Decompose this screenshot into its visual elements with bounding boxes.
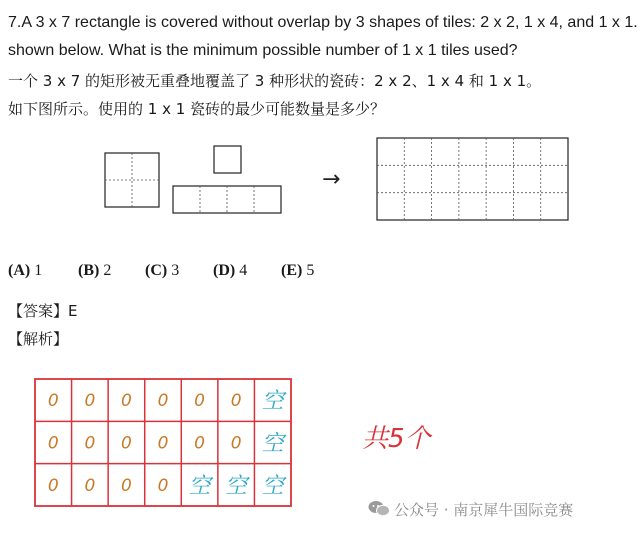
zero-cell-mark: 0	[121, 433, 132, 454]
choice-a[interactable]: (A) 1	[8, 262, 43, 279]
empty-cell-mark: 空	[261, 431, 284, 457]
zero-cell-mark: 0	[121, 391, 132, 412]
zero-cell-mark: 0	[47, 433, 59, 454]
zero-cell-mark: 0	[84, 433, 96, 454]
zero-cell-mark: 0	[157, 391, 169, 412]
rectangle-3x7	[377, 138, 568, 220]
choice-b[interactable]: (B) 2	[78, 262, 112, 279]
tile-1x4	[173, 186, 281, 213]
choice-e[interactable]: (E) 5	[281, 262, 315, 279]
question-chinese-line-2: 如下图所示。使用的 1 x 1 瓷砖的最少可能数量是多少？	[8, 100, 386, 118]
zero-cell-mark: 0	[194, 391, 205, 412]
answer-value: E	[68, 302, 78, 320]
answer-line	[8, 300, 78, 321]
empty-cell-mark: 空	[225, 473, 248, 499]
zero-cell-mark: 0	[157, 433, 169, 454]
handwritten-note: 共5个	[362, 424, 431, 454]
tile-2x2	[105, 153, 159, 207]
choice-c[interactable]: (C) 3	[145, 262, 180, 279]
zero-cell-mark: 0	[84, 475, 96, 496]
watermark: 公众号 · 南京犀牛国际竞赛	[394, 501, 574, 519]
wechat-icon	[368, 500, 390, 517]
zero-cell-mark: 0	[84, 391, 96, 412]
zero-cell-mark: 0	[194, 433, 205, 454]
zero-cell-mark: 0	[157, 475, 169, 496]
zero-cell-mark: 0	[230, 433, 242, 454]
zero-cell-mark: 0	[47, 391, 59, 412]
zero-cell-mark: 0	[121, 475, 132, 496]
solution-grid	[35, 379, 291, 506]
answer-label: 【答案】	[8, 302, 69, 320]
empty-cell-mark: 空	[261, 389, 284, 415]
choice-d[interactable]: (D) 4	[213, 262, 248, 279]
empty-cell-mark: 空	[188, 473, 211, 499]
question-chinese-line-1: 一个 3 x 7 的矩形被无重叠地覆盖了 3 种形状的瓷砖：2 x 2、1 x 4 和 1 x 1。	[8, 72, 542, 90]
zero-cell-mark: 0	[230, 391, 242, 412]
question-english-line-2: shown below. What is the minimum possible number of 1 x 1 tiles used?	[8, 42, 518, 59]
analysis-label: 【解析】	[8, 330, 69, 348]
empty-cell-mark: 空	[261, 473, 284, 499]
zero-cell-mark: 0	[47, 475, 59, 496]
arrow-icon: →	[322, 167, 341, 192]
tile-1x1	[214, 146, 241, 173]
question-english-line-1: 7.A 3 x 7 rectangle is covered without overlap by 3 shapes of tiles: 2 x 2, 1 x 4, and 1 x 1.	[8, 14, 638, 31]
